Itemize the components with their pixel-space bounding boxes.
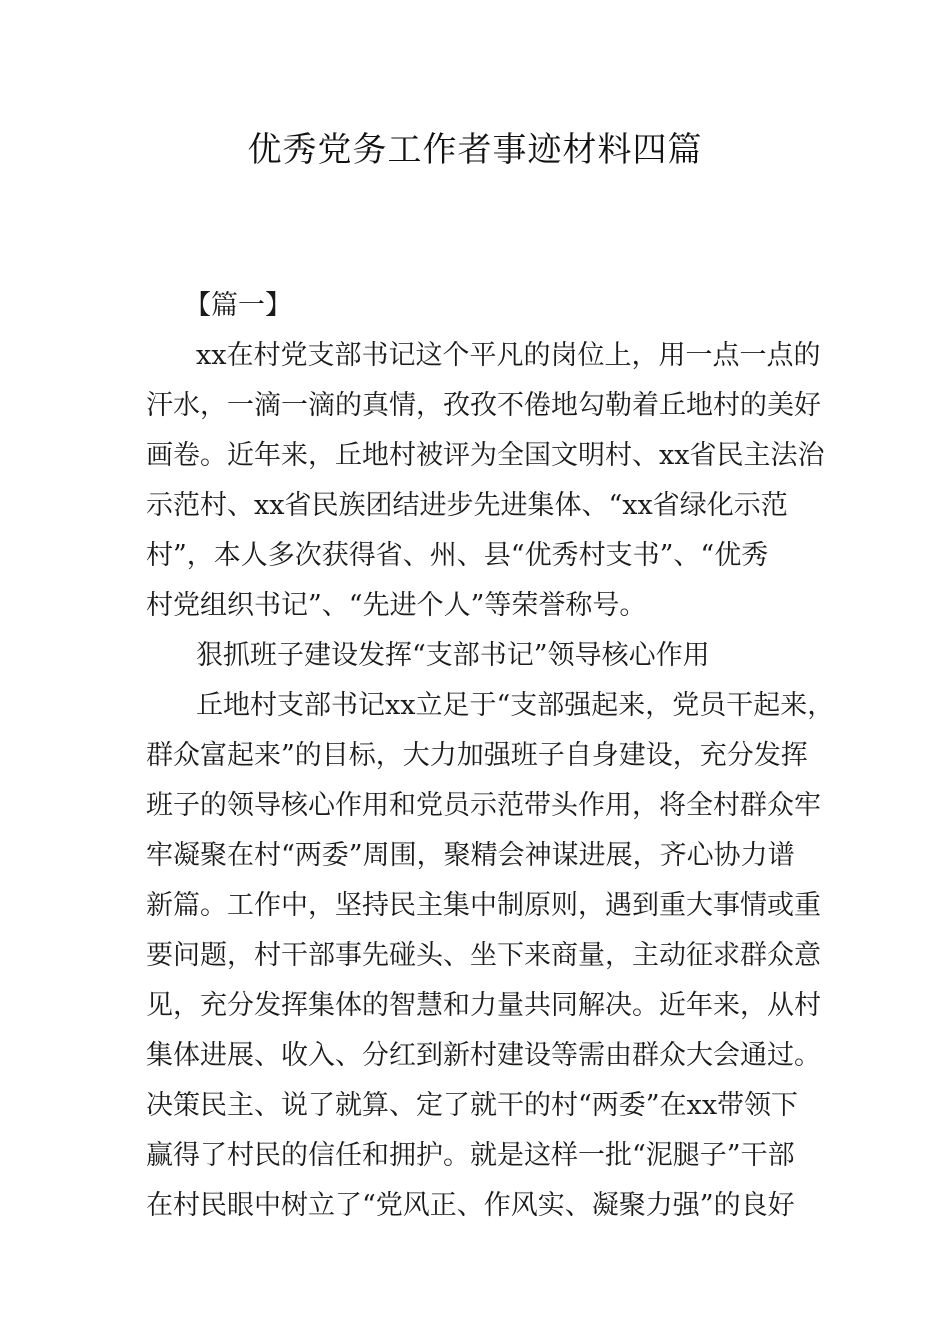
paragraph-line: 群众富起来”的目标，大力加强班子自身建设，充分发挥 bbox=[146, 740, 808, 771]
paragraph-line: 赢得了村民的信任和拥护。就是这样一批“泥腿子”干部 bbox=[146, 1140, 795, 1171]
document-title: 优秀党务工作者事迹材料四篇 bbox=[247, 130, 703, 170]
paragraph-line: 村党组织书记”、“先进个人”等荣誉称号。 bbox=[146, 590, 647, 621]
paragraph-line: 在村民眼中树立了“党风正、作风实、凝聚力强”的良好 bbox=[146, 1190, 795, 1221]
paragraph-line: 见，充分发挥集体的智慧和力量共同解决。近年来，从村 bbox=[146, 990, 821, 1021]
paragraph-line: 汗水，一滴一滴的真情，孜孜不倦地勾勒着丘地村的美好 bbox=[146, 390, 821, 421]
section-marker: 【篇一】 bbox=[184, 290, 292, 321]
paragraph-line: 牢凝聚在村“两委”周围，聚精会神谋进展，齐心协力谱 bbox=[146, 840, 795, 871]
paragraph-line: 新篇。工作中，坚持民主集中制原则，遇到重大事情或重 bbox=[146, 890, 821, 921]
paragraph-line: 画卷。近年来，丘地村被评为全国文明村、xx省民主法治 bbox=[146, 440, 825, 471]
paragraph-line: 集体进展、收入、分红到新村建设等需由群众大会通过。 bbox=[146, 1040, 821, 1071]
paragraph-line: 班子的领导核心作用和党员示范带头作用，将全村群众牢 bbox=[146, 790, 821, 821]
paragraph-line: 要问题，村干部事先碰头、坐下来商量，主动征求群众意 bbox=[146, 940, 821, 971]
paragraph-line: 示范村、xx省民族团结进步先进集体、“xx省绿化示范 bbox=[146, 490, 788, 521]
paragraph-line: xx在村党支部书记这个平凡的岗位上，用一点一点的 bbox=[196, 340, 821, 371]
paragraph-line: 决策民主、说了就算、定了就干的村“两委”在xx带领下 bbox=[146, 1090, 799, 1121]
paragraph-line: 丘地村支部书记xx立足于“支部强起来，党员干起来， bbox=[196, 690, 835, 721]
section-heading: 狠抓班子建设发挥“支部书记”领导核心作用 bbox=[196, 640, 710, 671]
document-body bbox=[146, 281, 835, 1231]
paragraph-line: 村”，本人多次获得省、州、县“优秀村支书”、“优秀 bbox=[146, 540, 769, 571]
